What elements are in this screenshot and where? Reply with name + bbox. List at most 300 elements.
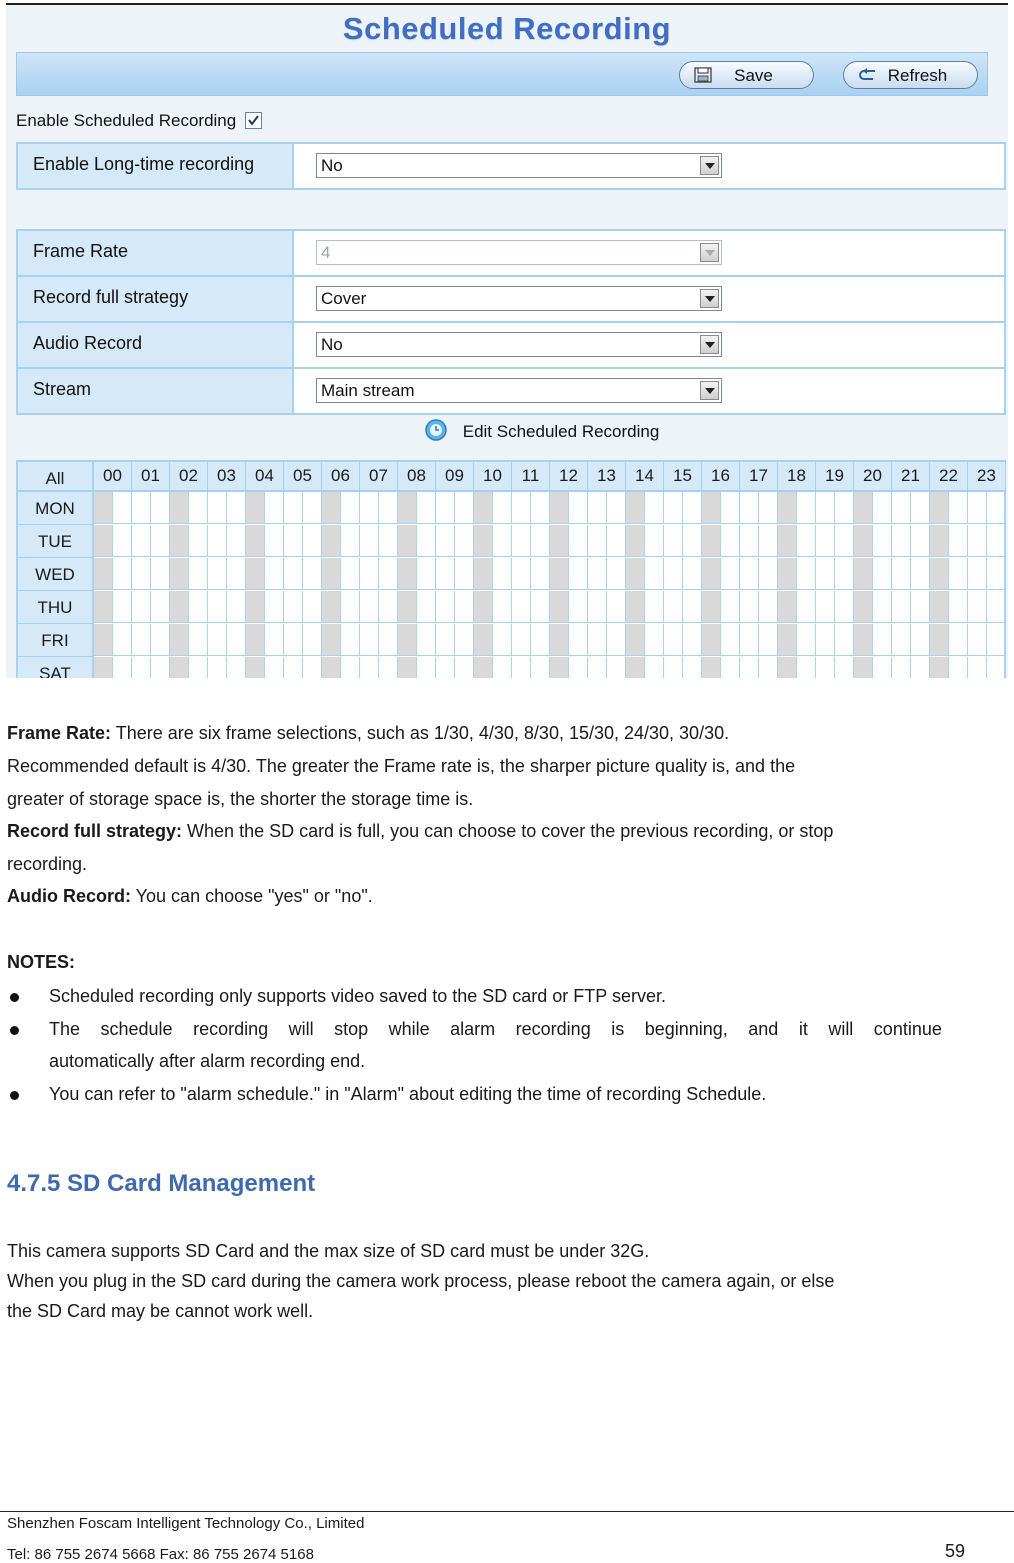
hour-header-01[interactable]: 01: [132, 462, 170, 492]
schedule-cell[interactable]: [607, 525, 626, 557]
schedule-cell[interactable]: [531, 624, 550, 656]
schedule-cell[interactable]: [531, 492, 550, 524]
schedule-cell[interactable]: [189, 525, 208, 557]
schedule-cell[interactable]: [835, 657, 854, 678]
schedule-cell[interactable]: [949, 591, 968, 623]
schedule-cell[interactable]: [911, 525, 930, 557]
schedule-cell[interactable]: [246, 492, 265, 524]
schedule-cell[interactable]: [740, 657, 759, 678]
enable-scheduled-checkbox[interactable]: [245, 112, 262, 129]
schedule-cell[interactable]: [835, 558, 854, 590]
schedule-cell[interactable]: [512, 591, 531, 623]
schedule-cell[interactable]: [930, 657, 949, 678]
schedule-cell[interactable]: [588, 591, 607, 623]
schedule-cell[interactable]: [170, 624, 189, 656]
schedule-cell[interactable]: [588, 558, 607, 590]
schedule-cell[interactable]: [531, 525, 550, 557]
schedule-cell[interactable]: [265, 558, 284, 590]
record-full-select[interactable]: [316, 286, 722, 311]
hour-header-23[interactable]: 23: [968, 462, 1006, 492]
schedule-cell[interactable]: [892, 657, 911, 678]
schedule-cell[interactable]: [569, 657, 588, 678]
schedule-cell[interactable]: [493, 591, 512, 623]
schedule-cell[interactable]: [607, 492, 626, 524]
schedule-cell[interactable]: [360, 624, 379, 656]
schedule-cell[interactable]: [398, 624, 417, 656]
schedule-cell[interactable]: [664, 558, 683, 590]
schedule-cell[interactable]: [759, 525, 778, 557]
schedule-cell[interactable]: [398, 525, 417, 557]
schedule-cell[interactable]: [303, 492, 322, 524]
schedule-cell[interactable]: [151, 558, 170, 590]
schedule-cell[interactable]: [227, 492, 246, 524]
select-all-cell[interactable]: All: [18, 462, 94, 492]
schedule-cell[interactable]: [911, 558, 930, 590]
schedule-cell[interactable]: [417, 591, 436, 623]
schedule-cell[interactable]: [702, 657, 721, 678]
schedule-cell[interactable]: [797, 657, 816, 678]
schedule-cell[interactable]: [835, 492, 854, 524]
schedule-cell[interactable]: [531, 657, 550, 678]
schedule-cell[interactable]: [721, 492, 740, 524]
schedule-cell[interactable]: [626, 492, 645, 524]
schedule-cell[interactable]: [303, 525, 322, 557]
schedule-cell[interactable]: [930, 591, 949, 623]
schedule-cell[interactable]: [512, 624, 531, 656]
schedule-cell[interactable]: [816, 525, 835, 557]
schedule-cell[interactable]: [303, 558, 322, 590]
schedule-cell[interactable]: [626, 591, 645, 623]
schedule-cell[interactable]: [94, 624, 113, 656]
chevron-down-icon[interactable]: [700, 335, 719, 354]
schedule-cell[interactable]: [341, 624, 360, 656]
schedule-cell[interactable]: [797, 558, 816, 590]
hour-header-05[interactable]: 05: [284, 462, 322, 492]
schedule-cell[interactable]: [94, 492, 113, 524]
schedule-cell[interactable]: [151, 591, 170, 623]
schedule-cell[interactable]: [873, 624, 892, 656]
schedule-cell[interactable]: [987, 525, 1006, 557]
schedule-cell[interactable]: [721, 657, 740, 678]
schedule-cell[interactable]: [170, 492, 189, 524]
schedule-cell[interactable]: [550, 558, 569, 590]
schedule-cell[interactable]: [189, 492, 208, 524]
schedule-cell[interactable]: [455, 558, 474, 590]
audio-record-select[interactable]: [316, 332, 722, 357]
schedule-cell[interactable]: [759, 657, 778, 678]
schedule-cell[interactable]: [778, 591, 797, 623]
schedule-cell[interactable]: [550, 624, 569, 656]
schedule-cell[interactable]: [303, 591, 322, 623]
schedule-cell[interactable]: [854, 591, 873, 623]
schedule-cell[interactable]: [816, 624, 835, 656]
schedule-cell[interactable]: [208, 558, 227, 590]
schedule-cell[interactable]: [949, 558, 968, 590]
schedule-cell[interactable]: [607, 624, 626, 656]
schedule-cell[interactable]: [911, 492, 930, 524]
day-label-wed[interactable]: WED: [18, 558, 94, 591]
schedule-cell[interactable]: [569, 624, 588, 656]
hour-header-22[interactable]: 22: [930, 462, 968, 492]
schedule-cell[interactable]: [569, 558, 588, 590]
schedule-cell[interactable]: [170, 525, 189, 557]
schedule-cell[interactable]: [284, 591, 303, 623]
schedule-cell[interactable]: [113, 657, 132, 678]
schedule-cell[interactable]: [113, 591, 132, 623]
schedule-cell[interactable]: [436, 492, 455, 524]
schedule-cell[interactable]: [588, 624, 607, 656]
schedule-cell[interactable]: [189, 591, 208, 623]
schedule-cell[interactable]: [854, 558, 873, 590]
chevron-down-icon[interactable]: [700, 381, 719, 400]
schedule-cell[interactable]: [474, 591, 493, 623]
schedule-cell[interactable]: [284, 624, 303, 656]
schedule-cell[interactable]: [645, 624, 664, 656]
schedule-cell[interactable]: [854, 492, 873, 524]
schedule-cell[interactable]: [702, 492, 721, 524]
schedule-cell[interactable]: [265, 591, 284, 623]
schedule-cell[interactable]: [474, 624, 493, 656]
schedule-cell[interactable]: [227, 558, 246, 590]
schedule-cell[interactable]: [892, 591, 911, 623]
schedule-cell[interactable]: [170, 558, 189, 590]
hour-header-00[interactable]: 00: [94, 462, 132, 492]
schedule-cell[interactable]: [968, 492, 987, 524]
schedule-cell[interactable]: [645, 657, 664, 678]
schedule-cell[interactable]: [949, 657, 968, 678]
schedule-cell[interactable]: [873, 492, 892, 524]
schedule-cell[interactable]: [113, 525, 132, 557]
schedule-cell[interactable]: [949, 624, 968, 656]
schedule-cell[interactable]: [322, 624, 341, 656]
schedule-cell[interactable]: [113, 624, 132, 656]
schedule-cell[interactable]: [341, 591, 360, 623]
schedule-cell[interactable]: [626, 558, 645, 590]
schedule-cell[interactable]: [322, 558, 341, 590]
schedule-cell[interactable]: [721, 525, 740, 557]
schedule-cell[interactable]: [683, 525, 702, 557]
schedule-cell[interactable]: [854, 657, 873, 678]
schedule-cell[interactable]: [436, 525, 455, 557]
schedule-cell[interactable]: [854, 624, 873, 656]
hour-header-09[interactable]: 09: [436, 462, 474, 492]
schedule-cell[interactable]: [987, 558, 1006, 590]
schedule-cell[interactable]: [436, 657, 455, 678]
schedule-cell[interactable]: [398, 492, 417, 524]
long-time-select[interactable]: [316, 153, 722, 178]
hour-header-21[interactable]: 21: [892, 462, 930, 492]
schedule-cell[interactable]: [816, 591, 835, 623]
stream-select[interactable]: [316, 378, 722, 403]
schedule-cell[interactable]: [455, 657, 474, 678]
schedule-cell[interactable]: [246, 591, 265, 623]
schedule-cell[interactable]: [208, 657, 227, 678]
schedule-cell[interactable]: [797, 525, 816, 557]
schedule-cell[interactable]: [189, 657, 208, 678]
schedule-cell[interactable]: [892, 624, 911, 656]
schedule-cell[interactable]: [132, 525, 151, 557]
schedule-cell[interactable]: [379, 657, 398, 678]
schedule-cell[interactable]: [873, 525, 892, 557]
hour-header-08[interactable]: 08: [398, 462, 436, 492]
schedule-cell[interactable]: [702, 525, 721, 557]
hour-header-06[interactable]: 06: [322, 462, 360, 492]
schedule-cell[interactable]: [360, 657, 379, 678]
schedule-cell[interactable]: [987, 591, 1006, 623]
schedule-cell[interactable]: [113, 558, 132, 590]
schedule-cell[interactable]: [740, 591, 759, 623]
schedule-cell[interactable]: [835, 591, 854, 623]
schedule-cell[interactable]: [816, 558, 835, 590]
schedule-cell[interactable]: [417, 624, 436, 656]
schedule-cell[interactable]: [493, 525, 512, 557]
schedule-cell[interactable]: [227, 624, 246, 656]
schedule-cell[interactable]: [208, 624, 227, 656]
schedule-cell[interactable]: [151, 525, 170, 557]
edit-schedule-link[interactable]: [424, 418, 659, 447]
schedule-cell[interactable]: [246, 657, 265, 678]
schedule-cell[interactable]: [94, 558, 113, 590]
day-label-thu[interactable]: THU: [18, 591, 94, 624]
schedule-cell[interactable]: [569, 591, 588, 623]
schedule-cell[interactable]: [265, 657, 284, 678]
schedule-cell[interactable]: [550, 657, 569, 678]
schedule-cell[interactable]: [797, 591, 816, 623]
schedule-cell[interactable]: [265, 624, 284, 656]
schedule-cell[interactable]: [379, 492, 398, 524]
hour-header-16[interactable]: 16: [702, 462, 740, 492]
day-label-mon[interactable]: MON: [18, 492, 94, 525]
chevron-down-icon[interactable]: [700, 289, 719, 308]
save-button[interactable]: [679, 61, 814, 89]
schedule-cell[interactable]: [873, 657, 892, 678]
schedule-cell[interactable]: [455, 624, 474, 656]
schedule-cell[interactable]: [683, 624, 702, 656]
schedule-cell[interactable]: [246, 558, 265, 590]
schedule-cell[interactable]: [968, 657, 987, 678]
schedule-cell[interactable]: [265, 492, 284, 524]
schedule-cell[interactable]: [417, 492, 436, 524]
schedule-cell[interactable]: [968, 591, 987, 623]
schedule-cell[interactable]: [132, 591, 151, 623]
schedule-cell[interactable]: [588, 657, 607, 678]
schedule-cell[interactable]: [683, 558, 702, 590]
schedule-cell[interactable]: [740, 525, 759, 557]
schedule-cell[interactable]: [873, 591, 892, 623]
schedule-cell[interactable]: [778, 657, 797, 678]
schedule-cell[interactable]: [170, 657, 189, 678]
schedule-cell[interactable]: [151, 657, 170, 678]
schedule-cell[interactable]: [550, 591, 569, 623]
schedule-cell[interactable]: [930, 492, 949, 524]
schedule-cell[interactable]: [94, 657, 113, 678]
schedule-cell[interactable]: [778, 492, 797, 524]
schedule-cell[interactable]: [550, 525, 569, 557]
schedule-cell[interactable]: [664, 624, 683, 656]
schedule-cell[interactable]: [360, 525, 379, 557]
schedule-cell[interactable]: [702, 591, 721, 623]
hour-header-15[interactable]: 15: [664, 462, 702, 492]
schedule-cell[interactable]: [930, 624, 949, 656]
schedule-cell[interactable]: [626, 624, 645, 656]
schedule-cell[interactable]: [816, 492, 835, 524]
schedule-cell[interactable]: [797, 624, 816, 656]
schedule-cell[interactable]: [436, 558, 455, 590]
schedule-cell[interactable]: [987, 657, 1006, 678]
schedule-cell[interactable]: [550, 492, 569, 524]
schedule-cell[interactable]: [835, 624, 854, 656]
schedule-cell[interactable]: [113, 492, 132, 524]
schedule-cell[interactable]: [645, 558, 664, 590]
schedule-cell[interactable]: [702, 558, 721, 590]
day-label-fri[interactable]: FRI: [18, 624, 94, 657]
schedule-cell[interactable]: [968, 525, 987, 557]
schedule-cell[interactable]: [322, 492, 341, 524]
schedule-cell[interactable]: [873, 558, 892, 590]
schedule-cell[interactable]: [664, 657, 683, 678]
hour-header-19[interactable]: 19: [816, 462, 854, 492]
schedule-cell[interactable]: [816, 657, 835, 678]
schedule-cell[interactable]: [208, 492, 227, 524]
hour-header-17[interactable]: 17: [740, 462, 778, 492]
schedule-cell[interactable]: [493, 624, 512, 656]
schedule-cell[interactable]: [341, 492, 360, 524]
schedule-cell[interactable]: [949, 492, 968, 524]
schedule-cell[interactable]: [607, 591, 626, 623]
schedule-cell[interactable]: [930, 525, 949, 557]
schedule-cell[interactable]: [132, 492, 151, 524]
schedule-cell[interactable]: [360, 492, 379, 524]
hour-header-04[interactable]: 04: [246, 462, 284, 492]
schedule-cell[interactable]: [246, 525, 265, 557]
schedule-cell[interactable]: [94, 591, 113, 623]
schedule-cell[interactable]: [759, 492, 778, 524]
schedule-cell[interactable]: [265, 525, 284, 557]
schedule-cell[interactable]: [531, 558, 550, 590]
hour-header-13[interactable]: 13: [588, 462, 626, 492]
schedule-cell[interactable]: [398, 657, 417, 678]
schedule-cell[interactable]: [341, 657, 360, 678]
schedule-cell[interactable]: [778, 558, 797, 590]
schedule-cell[interactable]: [664, 591, 683, 623]
schedule-cell[interactable]: [721, 624, 740, 656]
schedule-cell[interactable]: [303, 624, 322, 656]
schedule-cell[interactable]: [778, 525, 797, 557]
schedule-cell[interactable]: [455, 591, 474, 623]
schedule-cell[interactable]: [379, 624, 398, 656]
schedule-cell[interactable]: [151, 624, 170, 656]
schedule-cell[interactable]: [474, 492, 493, 524]
schedule-cell[interactable]: [455, 525, 474, 557]
schedule-cell[interactable]: [645, 525, 664, 557]
day-label-tue[interactable]: TUE: [18, 525, 94, 558]
schedule-cell[interactable]: [208, 591, 227, 623]
schedule-cell[interactable]: [493, 492, 512, 524]
schedule-cell[interactable]: [626, 525, 645, 557]
schedule-cell[interactable]: [512, 657, 531, 678]
schedule-cell[interactable]: [588, 525, 607, 557]
schedule-cell[interactable]: [645, 492, 664, 524]
schedule-cell[interactable]: [740, 624, 759, 656]
schedule-cell[interactable]: [740, 492, 759, 524]
schedule-cell[interactable]: [892, 525, 911, 557]
schedule-cell[interactable]: [474, 558, 493, 590]
schedule-cell[interactable]: [759, 558, 778, 590]
schedule-cell[interactable]: [512, 525, 531, 557]
hour-header-03[interactable]: 03: [208, 462, 246, 492]
hour-header-11[interactable]: 11: [512, 462, 550, 492]
schedule-cell[interactable]: [341, 525, 360, 557]
schedule-cell[interactable]: [968, 624, 987, 656]
schedule-cell[interactable]: [246, 624, 265, 656]
schedule-cell[interactable]: [778, 624, 797, 656]
schedule-cell[interactable]: [987, 492, 1006, 524]
schedule-cell[interactable]: [132, 657, 151, 678]
schedule-cell[interactable]: [721, 558, 740, 590]
schedule-cell[interactable]: [930, 558, 949, 590]
schedule-cell[interactable]: [569, 492, 588, 524]
schedule-cell[interactable]: [132, 624, 151, 656]
schedule-cell[interactable]: [284, 492, 303, 524]
schedule-cell[interactable]: [360, 558, 379, 590]
schedule-cell[interactable]: [151, 492, 170, 524]
schedule-cell[interactable]: [683, 591, 702, 623]
schedule-cell[interactable]: [740, 558, 759, 590]
schedule-cell[interactable]: [379, 525, 398, 557]
schedule-cell[interactable]: [664, 492, 683, 524]
schedule-cell[interactable]: [94, 525, 113, 557]
schedule-cell[interactable]: [284, 525, 303, 557]
schedule-cell[interactable]: [303, 657, 322, 678]
schedule-cell[interactable]: [322, 591, 341, 623]
schedule-cell[interactable]: [436, 591, 455, 623]
schedule-cell[interactable]: [759, 591, 778, 623]
schedule-cell[interactable]: [683, 657, 702, 678]
schedule-cell[interactable]: [892, 492, 911, 524]
schedule-cell[interactable]: [189, 558, 208, 590]
schedule-cell[interactable]: [417, 657, 436, 678]
schedule-cell[interactable]: [493, 657, 512, 678]
schedule-cell[interactable]: [360, 591, 379, 623]
schedule-cell[interactable]: [512, 558, 531, 590]
schedule-cell[interactable]: [683, 492, 702, 524]
schedule-cell[interactable]: [379, 558, 398, 590]
chevron-down-icon[interactable]: [700, 156, 719, 175]
schedule-cell[interactable]: [968, 558, 987, 590]
day-label-sat[interactable]: SAT: [18, 657, 94, 678]
hour-header-10[interactable]: 10: [474, 462, 512, 492]
schedule-cell[interactable]: [379, 591, 398, 623]
refresh-button[interactable]: [843, 61, 978, 89]
hour-header-14[interactable]: 14: [626, 462, 664, 492]
schedule-cell[interactable]: [455, 492, 474, 524]
schedule-cell[interactable]: [227, 525, 246, 557]
schedule-cell[interactable]: [588, 492, 607, 524]
schedule-cell[interactable]: [854, 525, 873, 557]
schedule-cell[interactable]: [531, 591, 550, 623]
schedule-cell[interactable]: [341, 558, 360, 590]
hour-header-20[interactable]: 20: [854, 462, 892, 492]
schedule-cell[interactable]: [417, 525, 436, 557]
schedule-cell[interactable]: [607, 657, 626, 678]
schedule-cell[interactable]: [949, 525, 968, 557]
schedule-cell[interactable]: [322, 657, 341, 678]
schedule-cell[interactable]: [227, 591, 246, 623]
schedule-cell[interactable]: [493, 558, 512, 590]
schedule-cell[interactable]: [987, 624, 1006, 656]
schedule-cell[interactable]: [284, 558, 303, 590]
schedule-cell[interactable]: [892, 558, 911, 590]
